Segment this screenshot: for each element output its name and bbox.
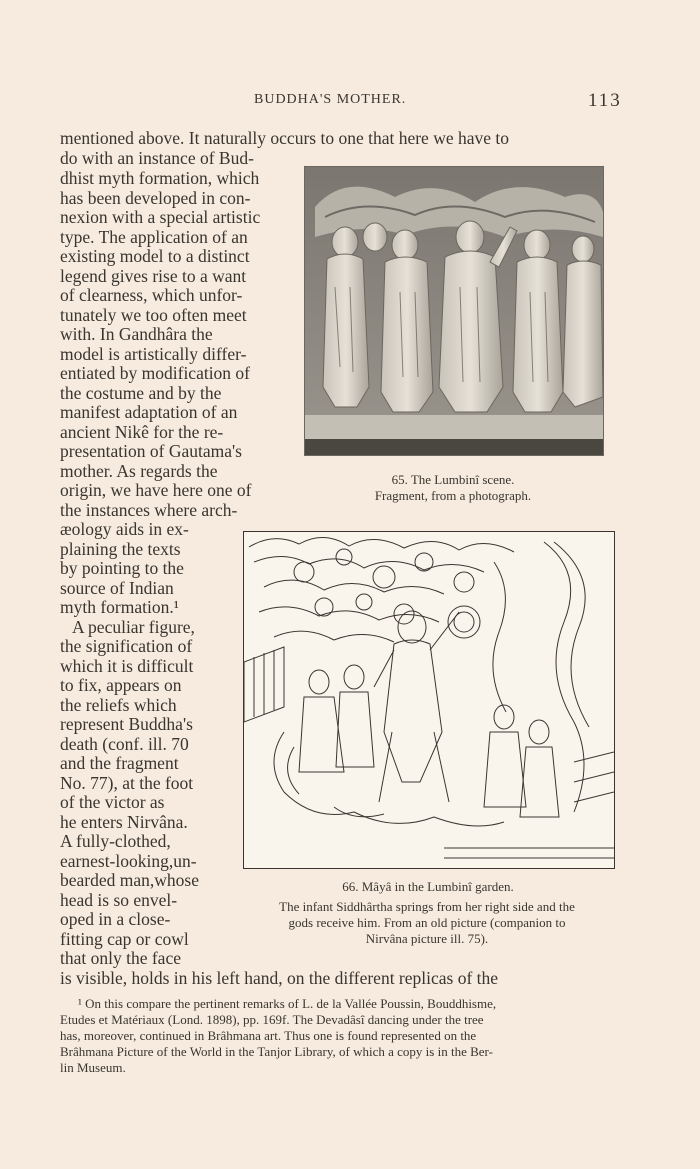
body-line: ancient Nikê for the re- [60, 422, 224, 442]
running-head: BUDDHA'S MOTHER. [254, 92, 407, 107]
body-line: the signification of [60, 636, 193, 656]
body-line: which it is difficult [60, 656, 194, 676]
body-line: has been developed in con- [60, 188, 251, 208]
body-line: legend gives rise to a want [60, 266, 247, 286]
relief-photo [304, 166, 604, 456]
body-line: and the fragment [60, 753, 179, 773]
body-line: æology aids in ex- [60, 519, 189, 539]
footnote-line: has, moreover, continued in Brâhmana art. Thus one is found represented on the [60, 1028, 477, 1043]
body-line: head is so envel- [60, 890, 178, 910]
body-line: represent Buddha's [60, 714, 193, 734]
body-line: that only the face [60, 948, 181, 968]
body-line: dhist myth formation, which [60, 168, 260, 188]
body-line: existing model to a distinct [60, 246, 250, 266]
body-line: oped in a close- [60, 909, 171, 929]
body-line: the instances where arch- [60, 500, 238, 520]
body-line: the costume and by the [60, 383, 222, 403]
body-line: origin, we have here one of [60, 480, 252, 500]
figure-66-caption-line: The infant Siddhârtha springs from her right side and the [279, 899, 575, 914]
body-line: bearded man,whose [60, 870, 199, 890]
page-number: 113 [588, 90, 622, 111]
body-line: mother. As regards the [60, 461, 218, 481]
body-line: death (conf. ill. 70 [60, 734, 189, 754]
body-line: with. In Gandhâra the [60, 324, 213, 344]
body-line: of clearness, which unfor- [60, 285, 243, 305]
body-line: model is artistically differ- [60, 344, 247, 364]
body-line: tunately we too often meet [60, 305, 247, 325]
body-line: do with an instance of Bud- [60, 148, 254, 168]
body-line: is visible, holds in his left hand, on the different replicas of the [60, 968, 499, 988]
figure-65-caption-sub: Fragment, from a photograph. [374, 488, 532, 503]
maya-line-drawing [243, 531, 615, 869]
body-line: No. 77), at the foot [60, 773, 194, 793]
body-line: A fully-clothed, [60, 831, 171, 851]
body-line: earnest-looking,un- [60, 851, 197, 871]
body-line: type. The application of an [60, 227, 248, 247]
body-line: nexion with a special artistic [60, 207, 261, 227]
footnote-line: Etudes et Matériaux (Lond. 1898), pp. 169f. The Devadâsî dancing under the tree [60, 1012, 484, 1027]
footnote-line: ¹ On this compare the pertinent remarks of L. de la Vallée Poussin, Bouddhisme, [78, 996, 497, 1011]
body-line: presentation of Gautama's [60, 441, 242, 461]
body-line: of the victor as [60, 792, 165, 812]
footnote-line: lin Museum. [60, 1060, 126, 1075]
figure-66-caption-line: Nirvâna picture ill. 75). [365, 931, 489, 946]
footnote-line: Brâhmana Picture of the World in the Tanjor Library, of which a copy is in the Ber- [60, 1044, 493, 1059]
body-line: fitting cap or cowl [60, 929, 189, 949]
figure-66-caption-title: 66. Mâyâ in the Lumbinî garden. [342, 879, 514, 894]
relief-photo-image [305, 167, 603, 455]
page-header [0, 92, 700, 112]
maya-drawing-image [244, 532, 614, 868]
figure-66-caption-line: gods receive him. From an old picture (companion to [288, 915, 566, 930]
body-line: plaining the texts [60, 539, 181, 559]
body-line: entiated by modification of [60, 363, 251, 383]
figure-65-caption-title: 65. The Lumbinî scene. [391, 472, 515, 487]
body-line: the reliefs which [60, 695, 177, 715]
body-line: he enters Nirvâna. [60, 812, 188, 832]
body-line: to fix, appears on [60, 675, 182, 695]
body-line: myth formation.¹ [60, 597, 179, 617]
body-line: by pointing to the [60, 558, 184, 578]
body-line: A peculiar figure, [72, 617, 195, 637]
body-line: manifest adaptation of an [60, 402, 238, 422]
body-line: source of Indian [60, 578, 174, 598]
body-line: mentioned above. It naturally occurs to one that here we have to [60, 128, 510, 148]
